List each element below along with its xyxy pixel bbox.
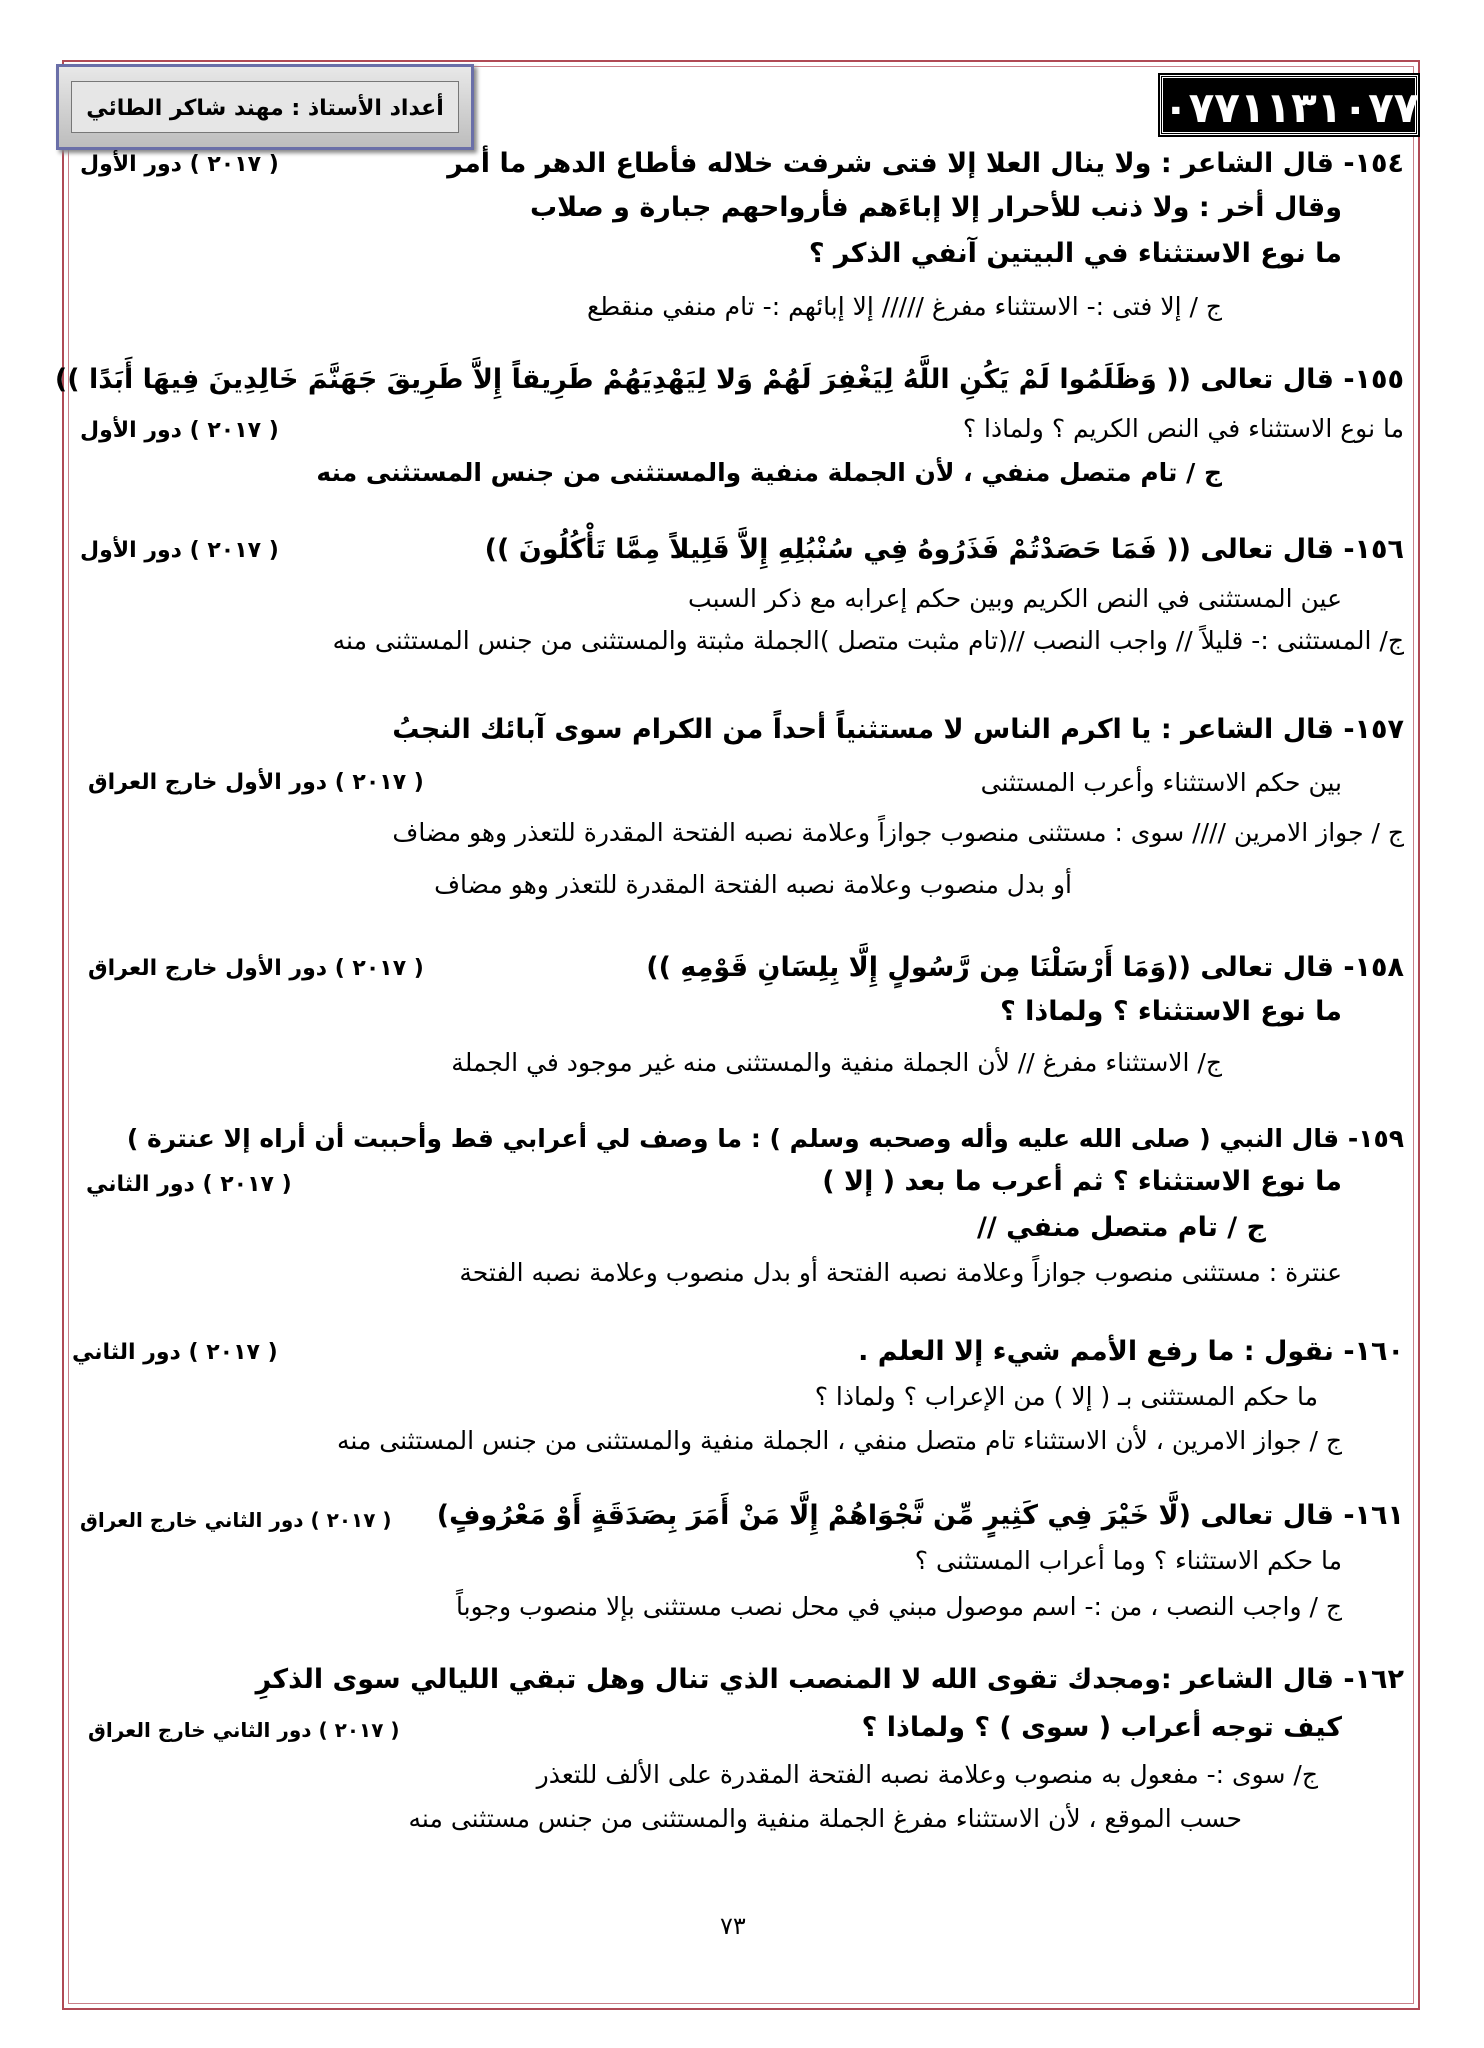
q160-answer: ج / جواز الامرين ، لأن الاستثناء تام متصل منفي ، الجملة منفية والمستثنى من جنس المستثنى منه bbox=[337, 1426, 1342, 1455]
q156-question: عين المستثنى في النص الكريم وبين حكم إعرابه مع ذكر السبب bbox=[688, 584, 1342, 613]
q161-answer: ج / واجب النصب ، من :- اسم موصول مبني في محل نصب مستثنى بإلا منصوب وجوباً bbox=[456, 1592, 1342, 1621]
q162-answer1: ج/ سوى :- مفعول به منصوب وعلامة نصبه الفتحة المقدرة على الألف للتعذر bbox=[536, 1760, 1318, 1789]
q162-question: كيف توجه أعراب ( سوى ) ؟ ولماذا ؟ bbox=[861, 1712, 1342, 1743]
q154-line2: وقال أخر : ولا ذنب للأحرار إلا إباءَهم فأرواحهم جبارة و صلاب bbox=[530, 192, 1342, 223]
phone-number-box: ٠٧٧١١٣١٠٧٧٧ bbox=[1160, 75, 1418, 135]
page-number: ٧٣ bbox=[720, 1912, 746, 1940]
author-label: أعداد الأستاذ : مهند شاكر الطائي bbox=[71, 81, 459, 133]
q158-line1: ١٥٨- قال تعالى ((وَمَا أَرْسَلْنَا مِن رَّسُولٍ إِلَّا بِلِسَانِ قَوْمِهِ )) bbox=[646, 952, 1404, 983]
q157-answer2: أو بدل منصوب وعلامة نصبه الفتحة المقدرة للتعذر وهو مضاف bbox=[434, 870, 1072, 899]
q156-answer: ج/ المستثنى :- قليلاً // واجب النصب //(تام مثبت متصل )الجملة مثبتة والمستثنى من جنس المستثنى منه bbox=[332, 626, 1404, 655]
q162-line1: ١٦٢- قال الشاعر :ومجدك تقوى الله لا المنصب الذي تنال وهل تبقي الليالي سوى الذكرِ bbox=[255, 1664, 1404, 1695]
q154-ref: ( ٢٠١٧ ) دور الأول bbox=[80, 152, 279, 177]
q157-question: بين حكم الاستثناء وأعرب المستثنى bbox=[980, 768, 1342, 797]
q156-line1: ١٥٦- قال تعالى (( فَمَا حَصَدْتُمْ فَذَرُوهُ فِي سُنْبُلِهِ إِلاَّ قَلِيلاً مِمَّا تَأْكُلُونَ )) bbox=[484, 534, 1404, 565]
author-box bbox=[56, 64, 474, 150]
q154-question: ما نوع الاستثناء في البيتين آنفي الذكر ؟ bbox=[808, 238, 1342, 269]
q158-question: ما نوع الاستثناء ؟ ولماذا ؟ bbox=[1000, 996, 1342, 1027]
q158-ref: ( ٢٠١٧ ) دور الأول خارج العراق bbox=[88, 956, 424, 981]
q157-ref: ( ٢٠١٧ ) دور الأول خارج العراق bbox=[88, 770, 424, 795]
q159-question: ما نوع الاستثناء ؟ ثم أعرب ما بعد ( إلا ) bbox=[822, 1166, 1342, 1197]
q157-answer1: ج / جواز الامرين //// سوى : مستثنى منصوب جوازاً وعلامة نصبه الفتحة المقدرة للتعذر وهو مضاف bbox=[392, 818, 1404, 847]
q161-ref: ( ٢٠١٧ ) دور الثاني خارج العراق bbox=[80, 1508, 392, 1532]
q158-answer: ج/ الاستثناء مفرغ // لأن الجملة منفية والمستثنى منه غير موجود في الجملة bbox=[451, 1048, 1222, 1077]
q157-line1: ١٥٧- قال الشاعر : يا اكرم الناس لا مستثنياً أحداً من الكرام سوى آبائك النجبُ bbox=[392, 714, 1404, 745]
q156-ref: ( ٢٠١٧ ) دور الأول bbox=[80, 538, 279, 563]
q159-ref: ( ٢٠١٧ ) دور الثاني bbox=[86, 1172, 292, 1197]
q154-answer: ج / إلا فتى :- الاستثناء مفرغ ///// إلا إبائهم :- تام منفي منقطع bbox=[586, 292, 1222, 321]
q159-answer2: عنترة : مستثنى منصوب جوازاً وعلامة نصبه الفتحة أو بدل منصوب وعلامة نصبه الفتحة bbox=[459, 1258, 1342, 1287]
q154-line1: ١٥٤- قال الشاعر : ولا ينال العلا إلا فتى شرفت خلاله فأطاع الدهر ما أمر bbox=[447, 148, 1404, 179]
q161-question: ما حكم الاستثناء ؟ وما أعراب المستثنى ؟ bbox=[914, 1546, 1342, 1575]
q162-answer2: حسب الموقع ، لأن الاستثناء مفرغ الجملة منفية والمستثنى من جنس مستثنى منه bbox=[408, 1804, 1242, 1833]
q155-answer: ج / تام متصل منفي ، لأن الجملة منفية والمستثنى من جنس المستثنى منه bbox=[316, 458, 1222, 487]
q161-line1: ١٦١- قال تعالى (لَّا خَيْرَ فِي كَثِيرٍ مِّن نَّجْوَاهُمْ إِلَّا مَنْ أَمَرَ بِصَدَقَةٍ أَوْ مَعْرُوفٍ) bbox=[436, 1500, 1404, 1531]
q159-line1: ١٥٩- قال النبي ( صلى الله عليه وأله وصحبه وسلم ) : ما وصف لي أعرابي قط وأحببت أن أراه إلا عنترة ) bbox=[126, 1124, 1404, 1153]
q160-line1: ١٦٠- نقول : ما رفع الأمم شيء إلا العلم . bbox=[858, 1336, 1404, 1367]
q160-question: ما حكم المستثنى بـ ( إلا ) من الإعراب ؟ ولماذا ؟ bbox=[814, 1382, 1318, 1411]
q155-ref: ( ٢٠١٧ ) دور الأول bbox=[80, 418, 279, 443]
q155-question: ما نوع الاستثناء في النص الكريم ؟ ولماذا ؟ bbox=[962, 414, 1404, 443]
q155-line1: ١٥٥- قال تعالى (( وَظَلَمُوا لَمْ يَكُنِ اللَّهُ لِيَغْفِرَ لَهُمْ وَلا لِيَهْدِيَهُمْ طَرِيقاً إِلاَّ طَرِيقَ جَهَنَّمَ خَالِدِينَ فِيهَا أَبَدًا )) bbox=[54, 364, 1404, 395]
q160-ref: ( ٢٠١٧ ) دور الثاني bbox=[72, 1340, 278, 1365]
q162-ref: ( ٢٠١٧ ) دور الثاني خارج العراق bbox=[88, 1718, 400, 1742]
q159-answer1: ج / تام متصل منفي // bbox=[976, 1212, 1266, 1243]
